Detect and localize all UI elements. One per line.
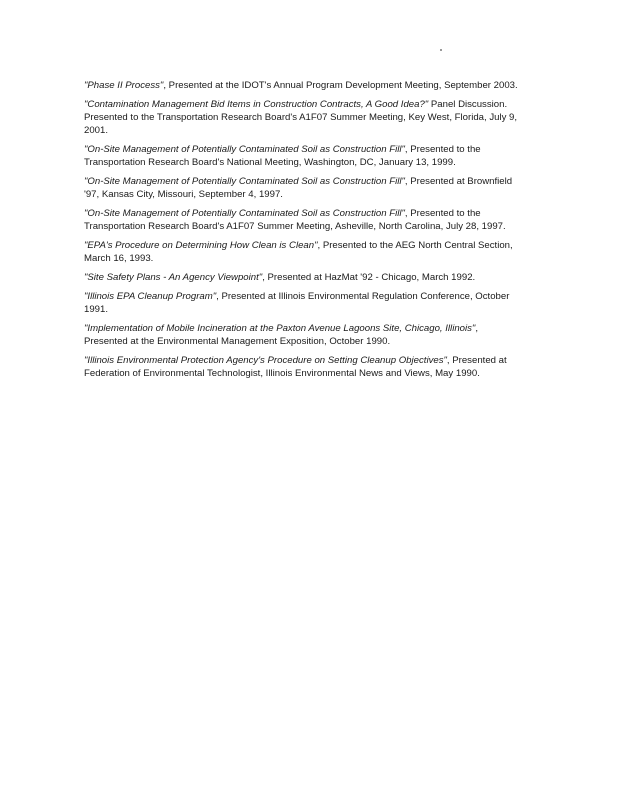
presentation-title: "EPA's Procedure on Determining How Clean is Clean"	[84, 240, 318, 251]
presentation-title: "On-Site Management of Potentially Contaminated Soil as Construction Fill"	[84, 208, 405, 219]
presentation-details: , Presented at the IDOT's Annual Program Development Meeting, September 2003.	[163, 80, 518, 91]
presentation-title: "Illinois Environmental Protection Agency's Procedure on Setting Cleanup Objectives"	[84, 355, 447, 366]
presentation-title: "Illinois EPA Cleanup Program"	[84, 291, 217, 302]
list-item	[84, 175, 524, 201]
presentation-details: , Presented to the Transportation Research Board's National Meeting, Washington, DC, January 13, 1999.	[84, 144, 481, 168]
list-item	[84, 239, 524, 265]
presentation-title: "Phase II Process"	[84, 80, 164, 91]
presentation-title: "On-Site Management of Potentially Contaminated Soil as Construction Fill"	[84, 176, 405, 187]
presentation-details: Panel Discussion. Presented to the Transportation Research Board's A1F07 Summer Meeting, Key West, Florida, July 9, 2001.	[84, 99, 518, 136]
list-item	[84, 207, 524, 233]
presentation-details: , Presented to the Transportation Research Board's A1F07 Summer Meeting, Asheville, North Carolina, July 28, 1997.	[84, 208, 506, 232]
list-item	[84, 290, 524, 316]
presentation-title: "Implementation of Mobile Incineration at the Paxton Avenue Lagoons Site, Chicago, Illinois"	[84, 323, 476, 334]
list-item	[84, 143, 524, 169]
presentation-title: "Site Safety Plans - An Agency Viewpoint"	[84, 272, 263, 283]
list-item	[84, 271, 524, 284]
scan-speck	[440, 49, 442, 51]
presentation-details: , Presented to the AEG North Central Section, March 16, 1993.	[84, 240, 513, 264]
presentation-title: "Contamination Management Bid Items in Construction Contracts, A Good Idea?"	[84, 99, 429, 110]
list-item	[84, 354, 524, 380]
list-item	[84, 322, 524, 348]
presentation-details: , Presented at Federation of Environmental Technologist, Illinois Environmental News and Views, May 1990.	[84, 355, 507, 379]
presentation-list	[84, 79, 524, 386]
presentation-details: , Presented at Brownfield '97, Kansas City, Missouri, September 4, 1997.	[84, 176, 513, 200]
presentation-details: , Presented at HazMat '92 - Chicago, March 1992.	[262, 272, 476, 283]
presentation-title: "On-Site Management of Potentially Contaminated Soil as Construction Fill"	[84, 144, 405, 155]
presentation-details: , Presented at Illinois Environmental Regulation Conference, October 1991.	[84, 291, 510, 315]
list-item	[84, 98, 524, 137]
presentation-details: , Presented at the Environmental Management Exposition, October 1990.	[84, 323, 479, 347]
list-item	[84, 79, 524, 92]
